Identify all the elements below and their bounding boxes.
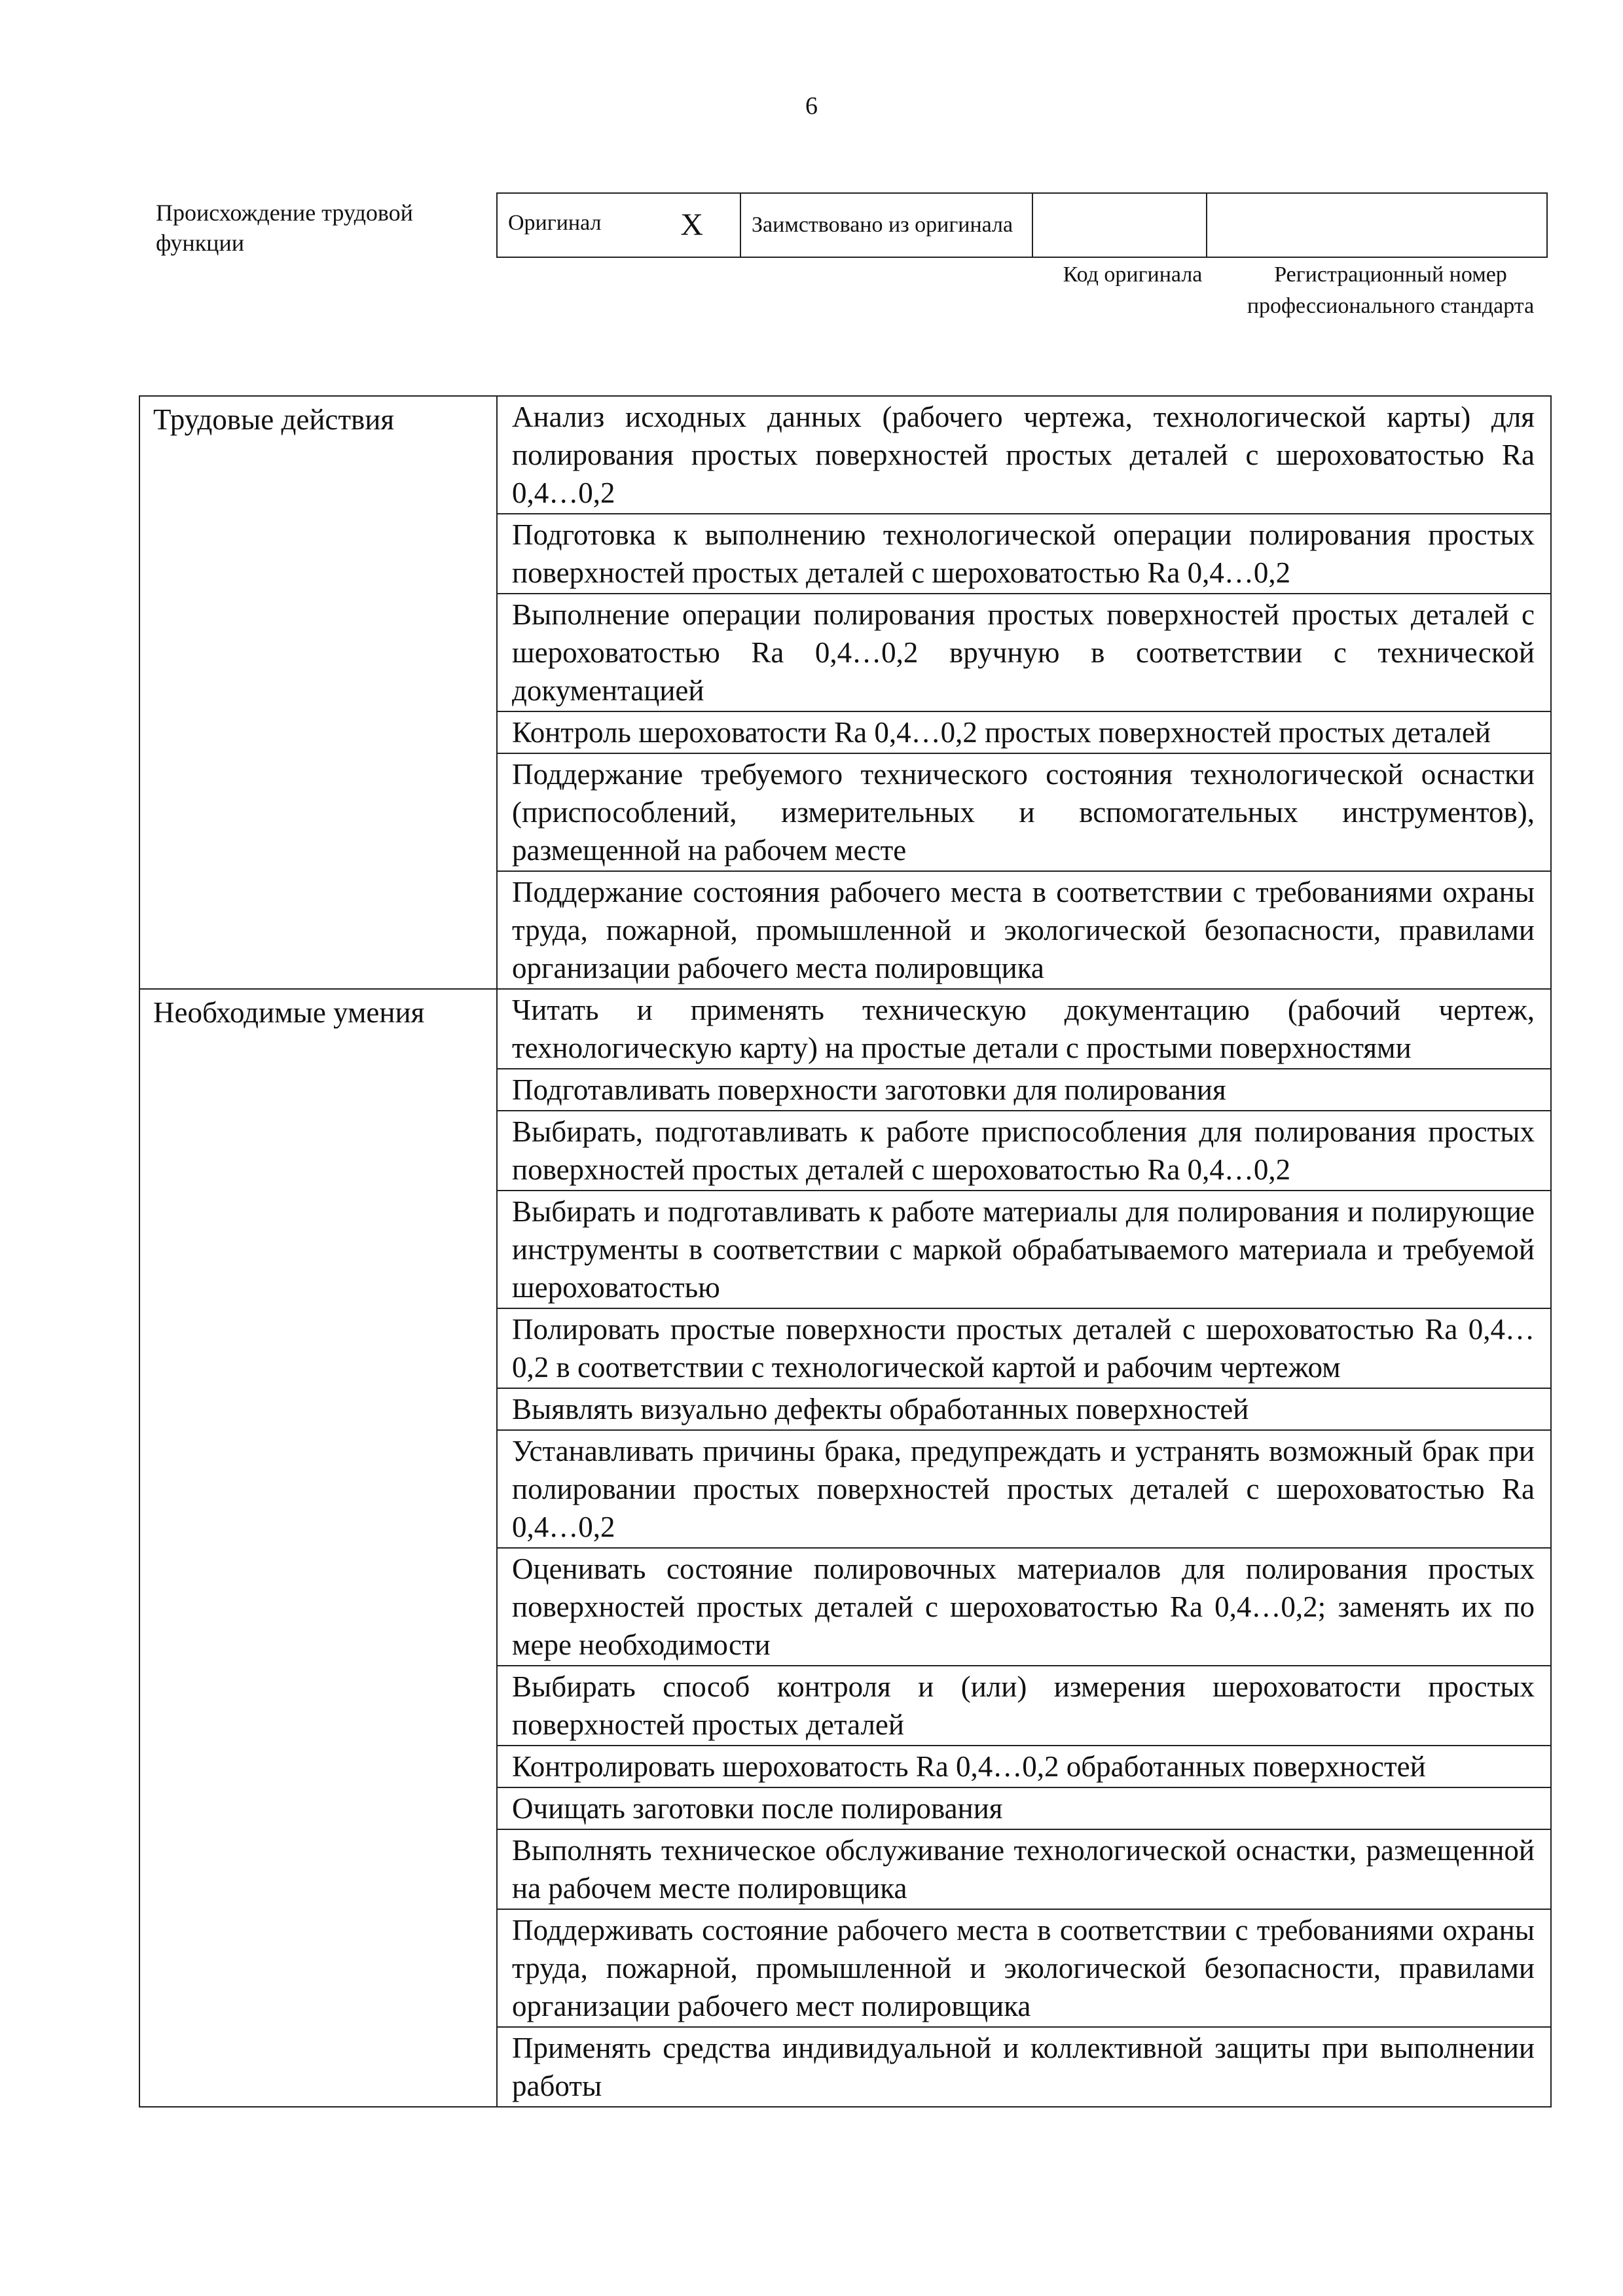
list-item: Подготовка к выполнению технологической операции полирования простых поверхностей простых деталей с шероховатостью Ra 0,4…0,2 bbox=[497, 514, 1551, 594]
origin-table bbox=[496, 192, 1548, 258]
page-number: 6 bbox=[805, 92, 818, 120]
list-item: Подготавливать поверхности заготовки для полирования bbox=[497, 1069, 1551, 1111]
code-cell bbox=[1032, 193, 1207, 257]
list-item: Выбирать способ контроля и (или) измерения шероховатости простых поверхностей простых деталей bbox=[497, 1666, 1551, 1746]
list-item: Полировать простые поверхности простых деталей с шероховатостью Ra 0,4…0,2 в соответствии с технологической картой и рабочим чертежом bbox=[497, 1308, 1551, 1388]
list-item: Выбирать и подготавливать к работе материалы для полирования и полирующие инструменты в соответствии с маркой обрабатываемого материала и требуемой шероховатостью bbox=[497, 1191, 1551, 1308]
table-row bbox=[139, 989, 1551, 1069]
list-item: Выполнение операции полирования простых поверхностей простых деталей с шероховатостью Ra 0,4…0,2 вручную в соответствии с технической документацией bbox=[497, 594, 1551, 711]
list-item: Поддержание состояния рабочего места в соответствии с требованиями охраны труда, пожарной, промышленной и экологической безопасности, правилами организации рабочего места полировщика bbox=[497, 871, 1551, 989]
list-item: Выбирать, подготавливать к работе приспособления для полирования простых поверхностей простых деталей с шероховатостью Ra 0,4…0,2 bbox=[497, 1111, 1551, 1191]
original-mark: X bbox=[680, 207, 703, 242]
list-item: Контролировать шероховатость Ra 0,4…0,2 обработанных поверхностей bbox=[497, 1746, 1551, 1787]
original-label: Оригинал bbox=[508, 211, 602, 235]
list-item: Читать и применять техническую документацию (рабочий чертеж, технологическую карту) на простые детали с простыми поверхностями bbox=[497, 989, 1551, 1069]
list-item: Поддержание требуемого технического состояния технологической оснастки (приспособлений, измерительных и вспомогательных инструментов), размещенной на рабочем месте bbox=[497, 753, 1551, 871]
section-title: Трудовые действия bbox=[139, 396, 497, 989]
list-item: Оценивать состояние полировочных материалов для полирования простых поверхностей простых деталей с шероховатостью Ra 0,4…0,2; заменять их по мере необходимости bbox=[497, 1548, 1551, 1666]
list-item: Анализ исходных данных (рабочего чертежа, технологической карты) для полирования простых поверхностей простых деталей с шероховатостью Ra 0,4…0,2 bbox=[497, 396, 1551, 514]
section-title: Необходимые умения bbox=[139, 989, 497, 2107]
list-item: Поддерживать состояние рабочего места в соответствии с требованиями охраны труда, пожарной, промышленной и экологической безопасности, правилами организации рабочего мест полировщика bbox=[497, 1909, 1551, 2027]
list-item: Контроль шероховатости Ra 0,4…0,2 простых поверхностей простых деталей bbox=[497, 711, 1551, 753]
code-label: Код оригинала bbox=[1063, 262, 1203, 287]
list-item: Выполнять техническое обслуживание технологической оснастки, размещенной на рабочем месте полировщика bbox=[497, 1829, 1551, 1909]
functions-table bbox=[139, 395, 1552, 2108]
reg-number-label: Регистрационный номер профессионального стандарта bbox=[1247, 262, 1535, 318]
list-item: Выявлять визуально дефекты обработанных поверхностей bbox=[497, 1388, 1551, 1430]
borrowed-label: Заимствовано из оригинала bbox=[740, 193, 1032, 257]
original-cell bbox=[497, 193, 740, 257]
list-item: Применять средства индивидуальной и коллективной защиты при выполнении работы bbox=[497, 2027, 1551, 2107]
origin-label: Происхождение трудовой функции bbox=[156, 200, 413, 256]
list-item: Устанавливать причины брака, предупреждать и устранять возможный брак при полировании простых поверхностей простых деталей с шероховатостью Ra 0,4…0,2 bbox=[497, 1430, 1551, 1548]
list-item: Очищать заготовки после полирования bbox=[497, 1787, 1551, 1829]
table-row bbox=[139, 396, 1551, 514]
reg-number-cell bbox=[1207, 193, 1547, 257]
